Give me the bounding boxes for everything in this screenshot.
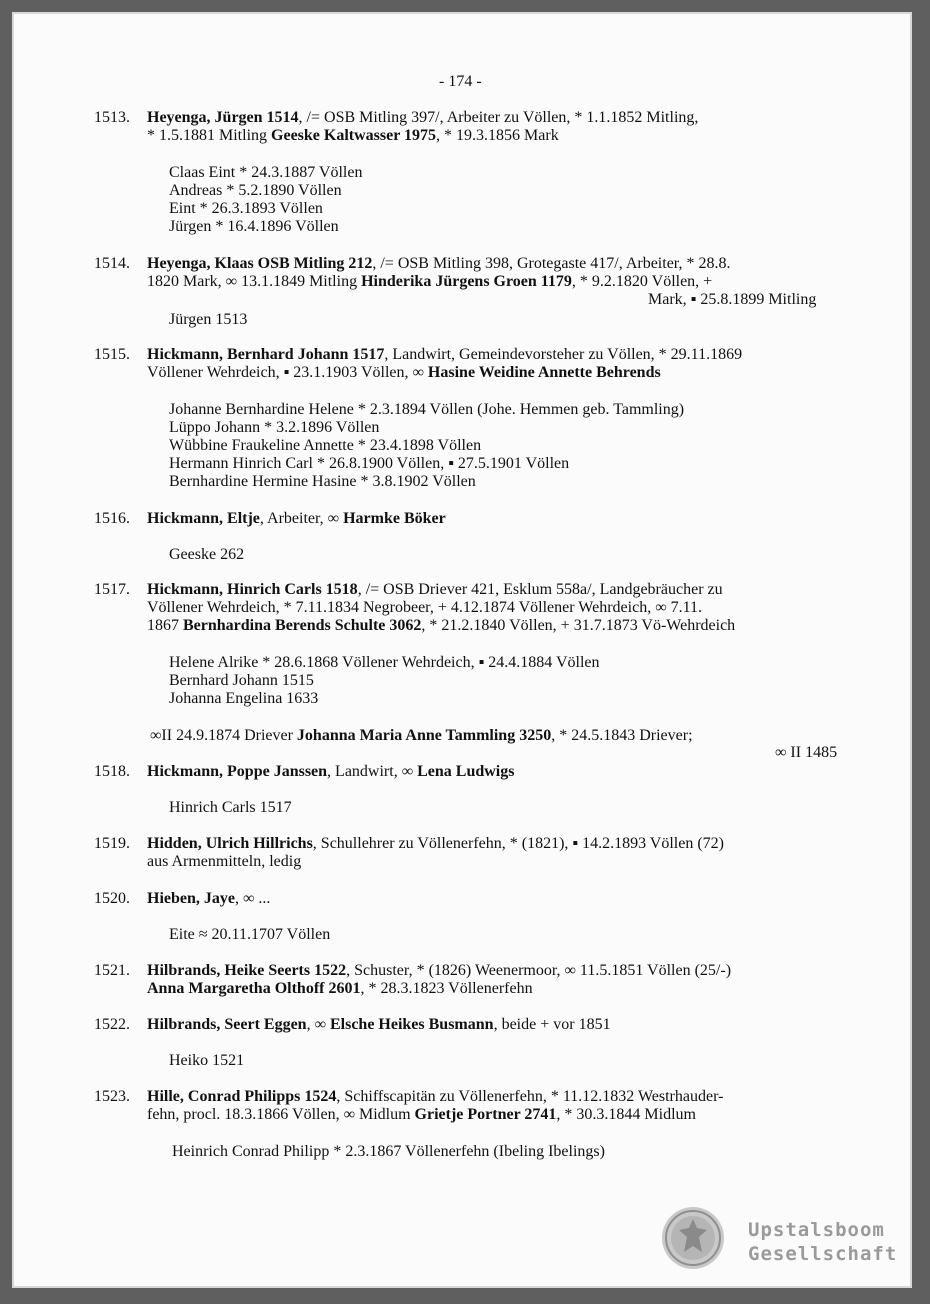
child-line: Bernhardine Hermine Hasine * 3.8.1902 Völlen: [169, 473, 476, 490]
person-name: Johanna Maria Anne Tammling 3250: [296, 727, 552, 744]
entry-text: 1867: [147, 617, 183, 634]
child-line: Helene Alrike * 28.6.1868 Völlener Wehrdeich, ▪ 24.4.1884 Völlen: [169, 654, 600, 671]
person-name: Hidden, Ulrich Hillrichs: [147, 835, 313, 852]
second-marriage-line: [150, 727, 693, 745]
child-line: Lüppo Johann * 3.2.1896 Völlen: [169, 419, 380, 436]
person-name: Hickmann, Hinrich Carls 1518: [147, 581, 358, 598]
person-name: Geeske Kaltwasser 1975: [271, 127, 437, 144]
entry-line: [147, 980, 533, 998]
entry-number: 1519.: [94, 835, 130, 852]
person-name: Harmke Böker: [343, 510, 446, 527]
second-marriage-line: [775, 744, 837, 762]
person-name: Hinderika Jürgens Groen 1179: [361, 273, 572, 290]
entry-number: 1523.: [94, 1088, 130, 1105]
child-line: Claas Eint * 24.3.1887 Völlen: [169, 164, 363, 181]
entry-line: [648, 291, 816, 309]
entry-line: [147, 109, 698, 127]
entry-number: 1514.: [94, 255, 130, 272]
child-line: Jürgen 1513: [169, 311, 248, 328]
entry-number: 1518.: [94, 763, 130, 780]
entry-line: [147, 599, 702, 617]
entry-line: [147, 853, 301, 871]
entry-text: Völlener Wehrdeich, * 7.11.1834 Negrobeer, + 4.12.1874 Völlener Wehrdeich, ∞ 7.11.: [147, 599, 702, 616]
person-name: Grietje Portner 2741: [414, 1106, 557, 1123]
child-line: Hinrich Carls 1517: [169, 799, 292, 816]
entry-text: , * 9.2.1820 Völlen, +: [571, 273, 713, 290]
entry-text: aus Armenmitteln, ledig: [147, 853, 302, 870]
person-name: Hilbrands, Seert Eggen: [147, 1016, 307, 1033]
entry-text: Mark, ▪ 25.8.1899 Mitling: [648, 291, 817, 308]
entry-number: 1517.: [94, 581, 130, 598]
entry-line: [147, 510, 446, 528]
watermark-line-2: Gesellschaft: [748, 1243, 898, 1265]
entry-text: , * 21.2.1840 Völlen, + 31.7.1873 Vö-Wehrdeich: [421, 617, 736, 634]
child-line: Hermann Hinrich Carl * 26.8.1900 Völlen, ▪ 27.5.1901 Völlen: [169, 455, 570, 472]
person-name: Hickmann, Poppe Janssen: [147, 763, 328, 780]
entry-line: [147, 346, 742, 364]
entry-text: ∞ II 1485: [775, 744, 838, 761]
entry-text: * 1.5.1881 Mitling: [147, 127, 272, 144]
entry-text: , Landwirt, ∞: [327, 763, 418, 780]
entry-line: [147, 617, 735, 635]
entry-text: , Schuster, * (1826) Weenermoor, ∞ 11.5.1851 Völlen (25/-): [346, 962, 732, 979]
entry-line: [147, 364, 661, 382]
entry-text: Völlener Wehrdeich, ▪ 23.1.1903 Völlen, ∞: [147, 364, 428, 381]
entry-text: fehn, procl. 18.3.1866 Völlen, ∞ Midlum: [147, 1106, 415, 1123]
entry-text: , ∞: [306, 1016, 330, 1033]
entry-text: , * 30.3.1844 Midlum: [556, 1106, 696, 1123]
entry-line: [147, 1016, 611, 1034]
entry-text: 1820 Mark, ∞ 13.1.1849 Mitling: [147, 273, 362, 290]
child-line: Wübbine Fraukeline Annette * 23.4.1898 Völlen: [169, 437, 482, 454]
entry-line: [147, 127, 559, 145]
child-line: Johanna Engelina 1633: [169, 690, 319, 707]
entry-line: [147, 255, 730, 273]
person-name: Hille, Conrad Philipps 1524: [147, 1088, 337, 1105]
entry-number: 1520.: [94, 890, 130, 907]
entry-line: [147, 962, 731, 980]
entry-text: , Landwirt, Gemeindevorsteher zu Völlen, * 29.11.1869: [384, 346, 743, 363]
child-line: Heinrich Conrad Philipp * 2.3.1867 Völlenerfehn (Ibeling Ibelings): [172, 1143, 605, 1160]
person-name: Hieben, Jaye: [147, 890, 235, 907]
child-line: Eint * 26.3.1893 Völlen: [169, 200, 323, 217]
entry-line: [147, 273, 712, 291]
person-name: Hilbrands, Heike Seerts 1522: [147, 962, 347, 979]
person-name: Hickmann, Bernhard Johann 1517: [147, 346, 385, 363]
person-name: Anna Margaretha Olthoff 2601: [147, 980, 361, 997]
entry-number: 1513.: [94, 109, 130, 126]
entry-text: , Schullehrer zu Völlenerfehn, * (1821), ▪ 14.2.1893 Völlen (72): [312, 835, 725, 852]
entry-text: , ∞ ...: [235, 890, 271, 907]
page-number: - 174 -: [439, 73, 482, 90]
entry-text: , beide + vor 1851: [493, 1016, 611, 1033]
entry-text: , /= OSB Mitling 398, Grotegaste 417/, Arbeiter, * 28.8.: [372, 255, 731, 272]
entry-line: [147, 835, 724, 853]
entry-text: ∞II 24.9.1874 Driever: [150, 727, 297, 744]
entry-line: [147, 890, 270, 908]
entry-line: [147, 1088, 723, 1106]
child-line: Heiko 1521: [169, 1052, 245, 1069]
entry-text: , * 24.5.1843 Driever;: [551, 727, 693, 744]
person-name: Heyenga, Jürgen 1514: [147, 109, 299, 126]
entry-number: 1521.: [94, 962, 130, 979]
entry-text: , * 19.3.1856 Mark: [436, 127, 559, 144]
entry-number: 1522.: [94, 1016, 130, 1033]
entry-line: [147, 1106, 696, 1124]
seal-icon: [661, 1206, 725, 1270]
document-page: [14, 14, 910, 1286]
entry-line: [147, 581, 723, 599]
child-line: Andreas * 5.2.1890 Völlen: [169, 182, 342, 199]
child-line: Eite ≈ 20.11.1707 Völlen: [169, 926, 331, 943]
child-line: Johanne Bernhardine Helene * 2.3.1894 Völlen (Johe. Hemmen geb. Tammling): [169, 401, 685, 418]
entry-text: , /= OSB Driever 421, Esklum 558a/, Landgebräucher zu: [357, 581, 723, 598]
entry-line: [147, 763, 514, 781]
entry-text: , * 28.3.1823 Völlenerfehn: [360, 980, 533, 997]
person-name: Bernhardina Berends Schulte 3062: [183, 617, 422, 634]
entry-number: 1515.: [94, 346, 130, 363]
entry-text: , /= OSB Mitling 397/, Arbeiter zu Völlen, * 1.1.1852 Mitling,: [298, 109, 699, 126]
entry-text: , Schiffscapitän zu Völlenerfehn, * 11.12.1832 Westrhauder-: [336, 1088, 724, 1105]
person-name: Lena Ludwigs: [417, 763, 515, 780]
child-line: Geeske 262: [169, 546, 245, 563]
person-name: Heyenga, Klaas OSB Mitling 212: [147, 255, 373, 272]
child-line: Bernhard Johann 1515: [169, 672, 314, 689]
watermark-line-1: Upstalsboom: [748, 1219, 885, 1241]
child-line: Jürgen * 16.4.1896 Völlen: [169, 218, 339, 235]
entry-number: 1516.: [94, 510, 130, 527]
person-name: Elsche Heikes Busmann: [329, 1016, 494, 1033]
watermark-text: [748, 1218, 897, 1266]
person-name: Hickmann, Eltje: [147, 510, 260, 527]
person-name: Hasine Weidine Annette Behrends: [427, 364, 661, 381]
entry-text: , Arbeiter, ∞: [259, 510, 344, 527]
